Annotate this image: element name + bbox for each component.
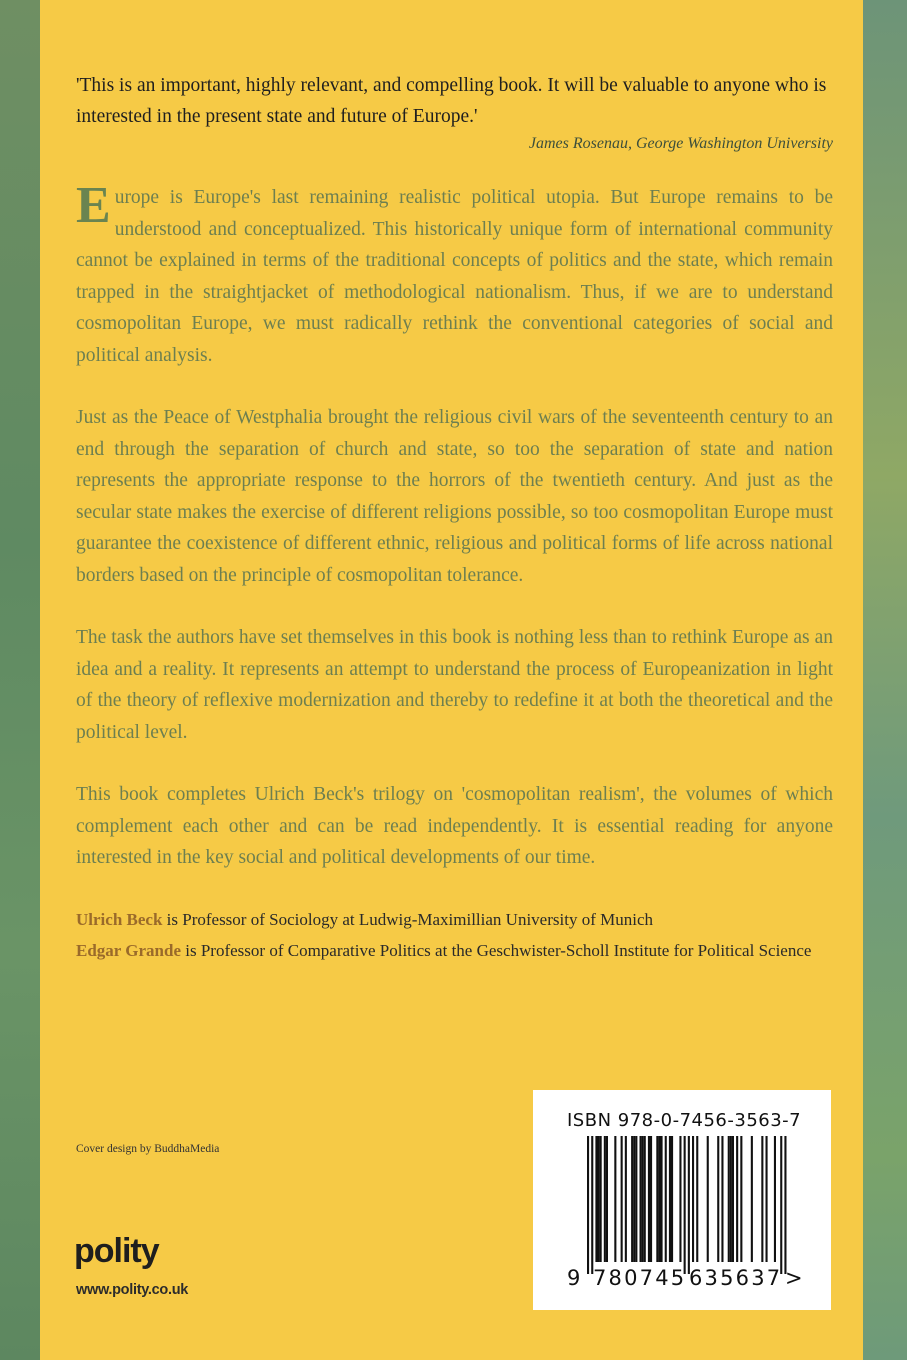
cover-design-credit: Cover design by BuddhaMedia (76, 1143, 220, 1155)
barcode-left-group: 780745 (593, 1266, 687, 1290)
author-bio-2 (76, 935, 833, 966)
barcode-lead-digit: 9 (567, 1266, 581, 1290)
isbn-barcode (533, 1090, 831, 1310)
right-edge-strip (863, 0, 907, 1360)
left-edge-strip (0, 0, 40, 1360)
blurb-paragraph-1 (76, 177, 833, 371)
endorsement-quote: 'This is an important, highly relevant, and compelling book. It will be valuable to anyone who is interested in the present state and future of Europe.' (76, 75, 827, 127)
barcode-marker: > (785, 1266, 803, 1290)
isbn-label: ISBN 978-0-7456-3563-7 (567, 1110, 802, 1131)
publisher-url: www.polity.co.uk (76, 1282, 189, 1298)
author-bio-1 (76, 904, 833, 935)
endorsement-attribution: James Rosenau, George Washington University (528, 135, 833, 152)
author-name-1: Ulrich Beck (76, 909, 163, 929)
cover-text-block (76, 70, 833, 966)
author-name-2: Edgar Grande (76, 940, 182, 960)
blurb-paragraph-2: Just as the Peace of Westphalia brought the religious civil wars of the seventeenth century to an end through the separation of church and state, so too the separation of state and nation represents the appropriate response to the horrors of the twentieth century. And just as the secular state makes the exercise of different religions possible, so too cosmopolitan Europe must guarantee the coexistence of different ethnic, religious and political forms of life across national borders based on the principle of cosmopolitan tolerance. (76, 407, 833, 586)
author-bios (76, 904, 833, 966)
publisher-logo: polity (74, 1232, 159, 1270)
author-description-1: is Professor of Sociology at Ludwig-Maximillian University of Munich (162, 909, 653, 929)
barcode-right-group: 635637 (689, 1266, 783, 1290)
author-description-2: is Professor of Comparative Politics at the Geschwister-Scholl Institute for Political Science (181, 940, 812, 960)
blurb-paragraph-4: This book completes Ulrich Beck's trilogy on 'cosmopolitan realism', the volumes of which complement each other and can be read independently. It is essential reading for anyone interested in the key social and political developments of our time. (76, 784, 833, 868)
paragraph-1-text: urope is Europe's last remaining realistic political utopia. But Europe remains to be understood and conceptualized. This historically unique form of international community cannot be explained in terms of the traditional concepts of politics and the state, which remain trapped in the straightjacket of methodological nationalism. Thus, if we are to understand cosmopolitan Europe, we must radically rethink the conventional categories of social and political analysis. (76, 187, 833, 366)
drop-cap: E (76, 177, 111, 234)
blurb-paragraph-3: The task the authors have set themselves in this book is nothing less than to rethink Europe as an idea and a reality. It represents an attempt to understand the process of Europeanization in light of the theory of reflexive modernization and thereby to redefine it at both the theoretical and the political level. (76, 627, 833, 743)
barcode-digits (533, 1090, 831, 1310)
